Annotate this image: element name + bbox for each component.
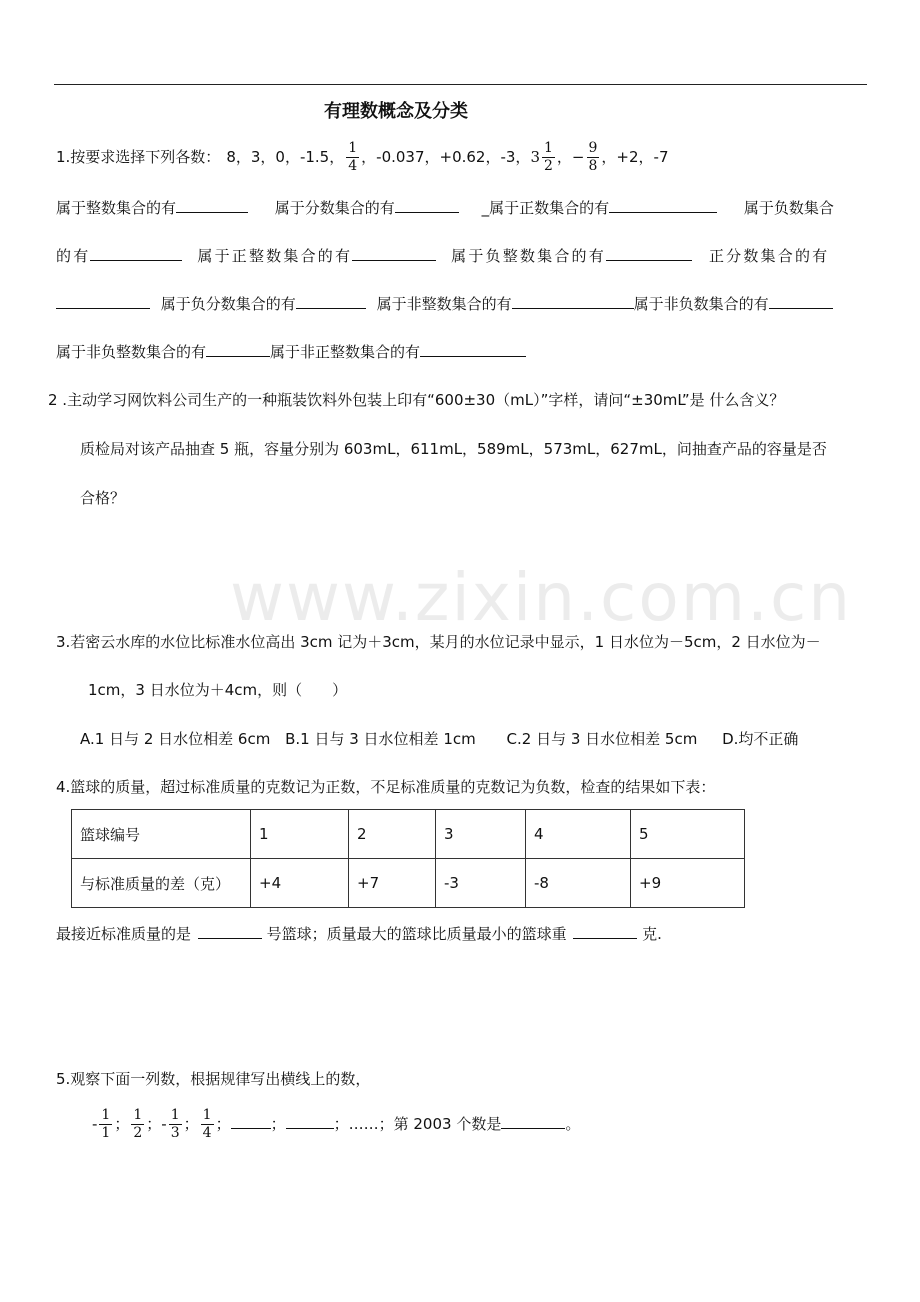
q1-line-3: [56, 294, 833, 314]
q4-answer-line: [56, 924, 662, 944]
table-cell: 与标准质量的差（克）: [72, 859, 251, 908]
q1-nums-3: ，+2，-7: [601, 148, 669, 166]
q1-line-2: [56, 246, 829, 266]
watermark: www.zixin.com.cn: [230, 559, 853, 636]
answer-blank[interactable]: [606, 246, 692, 261]
set-positive-fraction-label: 正分数集合的有: [708, 247, 830, 265]
q4-answer-b: 号篮球；质量最大的篮球比质量最小的篮球重: [266, 925, 567, 943]
fraction-numerator: 1: [348, 140, 358, 156]
fraction-denominator: 8: [588, 158, 598, 174]
fraction-numerator: 1: [543, 140, 553, 156]
fraction-1-2: [542, 140, 555, 175]
answer-blank[interactable]: [573, 924, 637, 939]
seq-ellipsis: ……；第 2003 个数是: [348, 1115, 502, 1133]
answer-blank[interactable]: [420, 342, 526, 357]
seq-fraction: [169, 1107, 182, 1142]
negative-sign: −: [571, 148, 585, 166]
set-negative-fraction-label: 属于负分数集合的有: [160, 295, 296, 313]
option-c[interactable]: C.2 日与 3 日水位相差 5cm: [506, 730, 698, 748]
seq-separator: ；: [270, 1115, 286, 1133]
answer-blank[interactable]: [56, 294, 150, 309]
q1-prefix: 1.按要求选择下列各数：: [56, 148, 221, 166]
q5-intro: 5.观察下面一列数，根据规律写出横线上的数，: [56, 1070, 371, 1088]
answer-blank[interactable]: [231, 1114, 271, 1129]
table-row: [72, 810, 745, 859]
q4-answer-a: 最接近标准质量的是: [56, 925, 192, 943]
seq-end: 。: [565, 1115, 581, 1133]
answer-blank[interactable]: [286, 1114, 334, 1129]
table-cell: -8: [526, 859, 631, 908]
fraction-denominator: 4: [348, 158, 358, 174]
fraction-9-8: [587, 140, 600, 175]
q4-intro: 4.篮球的质量，超过标准质量的克数记为正数，不足标准质量的克数记为负数，检查的结果如下表：: [56, 778, 716, 796]
fraction-denominator: 3: [170, 1125, 180, 1141]
q1-sep: ，: [556, 148, 572, 166]
fraction-denominator: 2: [133, 1125, 143, 1141]
table-cell: 1: [251, 810, 349, 859]
answer-blank[interactable]: [90, 246, 182, 261]
seq-sign: -: [161, 1115, 167, 1133]
set-negative-label-cont: 的有: [56, 247, 91, 265]
table-cell: 3: [436, 810, 526, 859]
seq-separator: ；: [333, 1115, 349, 1133]
q3-line-1: 3.若密云水库的水位比标准水位高出 3cm 记为＋3cm，某月的水位记录中显示，1 日水位为－5cm，2 日水位为－: [56, 633, 821, 651]
set-non-integer-label: 属于非整数集合的有: [376, 295, 512, 313]
q2-line-3: 合格？: [80, 489, 126, 507]
set-negative-label: 属于负数集合: [743, 199, 834, 217]
q1-numbers: [56, 137, 669, 177]
seq-separator: ；: [215, 1115, 231, 1133]
seq-separator: ；: [114, 1115, 130, 1133]
fraction-numerator: 1: [170, 1107, 180, 1123]
answer-blank[interactable]: [296, 294, 366, 309]
set-fraction-label: 属于分数集合的有: [274, 199, 395, 217]
option-b[interactable]: B.1 日与 3 日水位相差 1cm: [285, 730, 476, 748]
set-positive-integer-label: 属于正整数集合的有: [197, 247, 353, 265]
set-non-negative-integer-label: 属于非负整数集合的有: [56, 343, 207, 361]
table-row: [72, 859, 745, 908]
option-d[interactable]: D.均不正确: [722, 730, 799, 748]
seq-separator: ；: [146, 1115, 162, 1133]
seq-sign: -: [92, 1115, 98, 1133]
table-cell: 4: [526, 810, 631, 859]
table-cell: 篮球编号: [72, 810, 251, 859]
table-cell: +4: [251, 859, 349, 908]
q3-options: [80, 729, 798, 749]
fraction-1-4: [346, 140, 359, 175]
seq-fraction: [99, 1107, 112, 1142]
set-positive-label: _属于正数集合的有: [481, 199, 610, 217]
answer-blank[interactable]: [501, 1114, 565, 1129]
fraction-numerator: 1: [202, 1107, 212, 1123]
answer-blank[interactable]: [512, 294, 634, 309]
set-non-positive-integer-label: 属于非正整数集合的有: [270, 343, 421, 361]
top-rule: [54, 84, 867, 85]
table-cell: -3: [436, 859, 526, 908]
table-cell: +9: [631, 859, 745, 908]
table-cell: 5: [631, 810, 745, 859]
option-a[interactable]: A.1 日与 2 日水位相差 6cm: [80, 730, 271, 748]
q5-sequence: [92, 1102, 580, 1146]
fraction-denominator: 1: [101, 1125, 111, 1141]
table-cell: +7: [349, 859, 436, 908]
q1-line-4: [56, 342, 526, 362]
q3-line-2: 1cm，3 日水位为＋4cm，则（ ）: [88, 681, 348, 699]
seq-fraction: [131, 1107, 144, 1142]
seq-separator: ；: [183, 1115, 199, 1133]
answer-blank[interactable]: [609, 198, 717, 213]
fraction-numerator: 1: [133, 1107, 143, 1123]
set-integer-label: 属于整数集合的有: [56, 199, 177, 217]
fraction-numerator: 9: [588, 140, 598, 156]
fraction-numerator: 1: [101, 1107, 111, 1123]
q1-nums-1: 8，3，0，-1.5，: [226, 148, 345, 166]
answer-blank[interactable]: [395, 198, 459, 213]
q1-line-1: [56, 198, 834, 218]
q2-line-2: 质检局对该产品抽查 5 瓶，容量分别为 603mL，611mL，589mL，573mL，627mL，问抽查产品的容量是否: [80, 440, 827, 458]
fraction-denominator: 2: [543, 158, 553, 174]
basketball-table: [71, 809, 745, 908]
fraction-denominator: 4: [202, 1125, 212, 1141]
set-non-negative-label: 属于非负数集合的有: [633, 295, 769, 313]
answer-blank[interactable]: [176, 198, 248, 213]
set-negative-integer-label: 属于负整数集合的有: [451, 247, 606, 265]
answer-blank[interactable]: [206, 342, 270, 357]
page-title: 有理数概念及分类: [324, 101, 468, 122]
mixed-whole: 3: [530, 148, 540, 166]
answer-blank[interactable]: [769, 294, 833, 309]
table-cell: 2: [349, 810, 436, 859]
q2-line-1: 2 .主动学习网饮料公司生产的一种瓶装饮料外包装上印有“600±30（mL）”字样，请问“±30mL”是 什么含义？: [48, 391, 785, 409]
answer-blank[interactable]: [352, 246, 436, 261]
q1-nums-2: ，-0.037，+0.62，-3，: [361, 148, 531, 166]
seq-fraction: [201, 1107, 214, 1142]
answer-blank[interactable]: [198, 924, 262, 939]
q4-answer-c: 克.: [642, 925, 662, 943]
